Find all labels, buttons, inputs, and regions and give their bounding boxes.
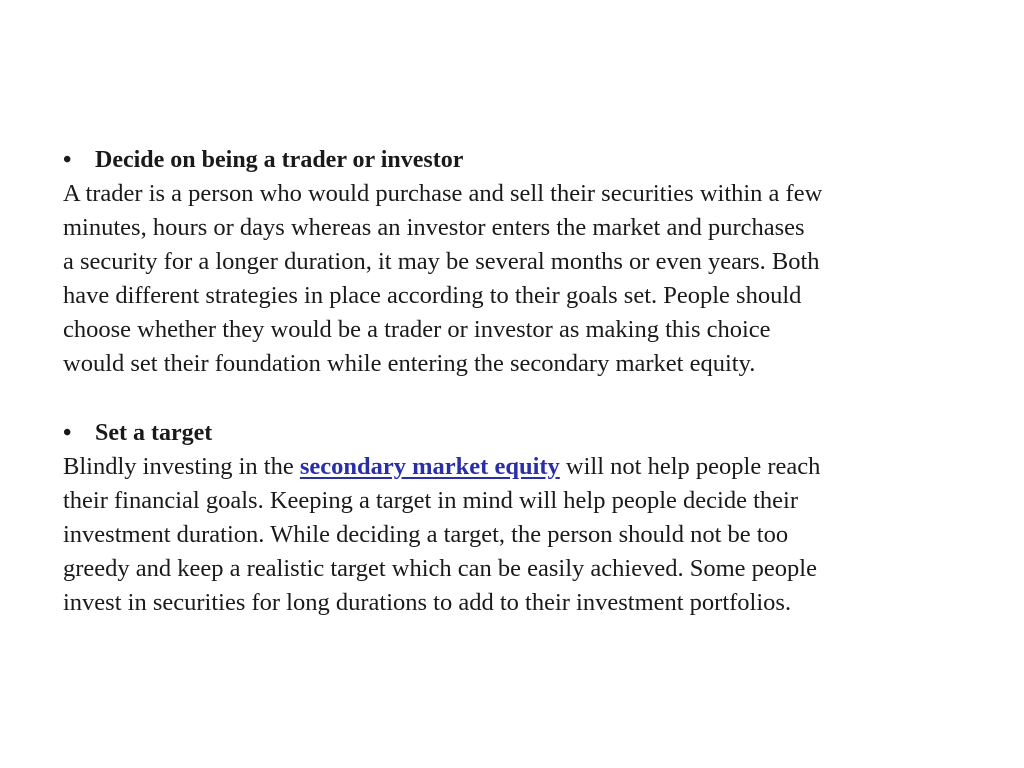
section-heading bbox=[63, 143, 963, 177]
body-line: would set their foundation while entering the secondary market equity. bbox=[63, 350, 756, 377]
heading-text: Decide on being a trader or investor bbox=[95, 147, 464, 173]
body-line: a security for a longer duration, it may be several months or even years. Both bbox=[63, 248, 820, 275]
section-heading bbox=[63, 416, 963, 450]
section-trader-or-investor bbox=[63, 143, 963, 381]
bullet-icon: • bbox=[63, 147, 72, 173]
bullet-icon: • bbox=[63, 420, 72, 446]
body-line: their financial goals. Keeping a target in mind will help people decide their bbox=[63, 487, 798, 514]
body-line: minutes, hours or days whereas an investor enters the market and purchases bbox=[63, 214, 805, 241]
body-line: choose whether they would be a trader or investor as making this choice bbox=[63, 316, 771, 343]
body-text: Blindly investing in the bbox=[63, 453, 300, 480]
section-set-a-target bbox=[63, 416, 963, 620]
body-text: will not help people reach bbox=[559, 453, 821, 480]
body-line: have different strategies in place according to their goals set. People should bbox=[63, 282, 802, 309]
secondary-market-equity-link[interactable]: secondary market equity bbox=[299, 453, 560, 480]
body-line: investment duration. While deciding a target, the person should not be too bbox=[63, 521, 789, 548]
body-line-with-link bbox=[63, 450, 963, 484]
heading-text: Set a target bbox=[95, 420, 213, 446]
body-line: greedy and keep a realistic target which can be easily achieved. Some people bbox=[63, 555, 817, 582]
body-line: invest in securities for long durations to add to their investment portfolios. bbox=[63, 589, 792, 616]
body-line: A trader is a person who would purchase and sell their securities within a few bbox=[63, 180, 823, 207]
